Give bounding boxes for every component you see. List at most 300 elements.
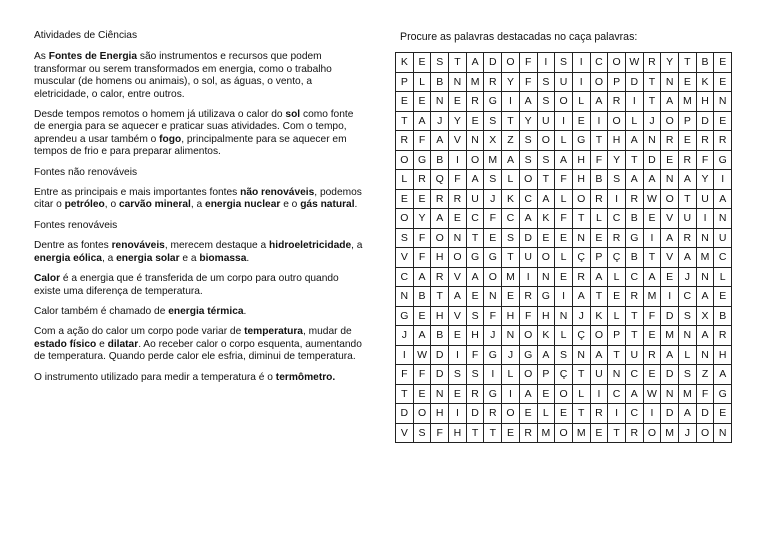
grid-cell: O: [431, 228, 449, 248]
grid-cell: I: [572, 72, 590, 92]
grid-cell: C: [608, 209, 626, 229]
text-run: .: [246, 252, 250, 264]
text-column: [34, 30, 364, 392]
grid-cell: R: [484, 72, 502, 92]
grid-cell: A: [643, 267, 661, 287]
grid-cell: T: [679, 189, 697, 209]
grid-cell: G: [396, 306, 414, 326]
grid-cell: X: [696, 306, 714, 326]
grid-cell: A: [661, 92, 679, 112]
grid-cell: E: [413, 53, 431, 73]
grid-cell: S: [537, 72, 555, 92]
grid-cell: S: [502, 228, 520, 248]
text-run: e: [96, 338, 108, 350]
grid-row: [396, 150, 732, 170]
grid-cell: T: [572, 209, 590, 229]
text-run: , a: [351, 240, 363, 252]
grid-cell: I: [396, 345, 414, 365]
grid-cell: T: [572, 404, 590, 424]
paragraph: [34, 51, 364, 101]
grid-cell: M: [643, 287, 661, 307]
grid-cell: D: [519, 228, 537, 248]
grid-cell: R: [519, 423, 537, 443]
grid-cell: J: [502, 345, 520, 365]
grid-cell: E: [413, 92, 431, 112]
grid-cell: A: [537, 345, 555, 365]
grid-cell: O: [590, 326, 608, 346]
highlighted-term: renováveis: [111, 240, 165, 252]
grid-cell: J: [431, 111, 449, 131]
grid-cell: V: [449, 267, 467, 287]
text-run: Fontes não renováveis: [34, 166, 138, 178]
grid-cell: R: [396, 131, 414, 151]
grid-cell: D: [431, 345, 449, 365]
grid-cell: J: [484, 189, 502, 209]
grid-cell: U: [679, 209, 697, 229]
highlighted-term: hidroeletricidade: [269, 240, 352, 252]
grid-cell: D: [643, 150, 661, 170]
grid-cell: A: [714, 189, 732, 209]
grid-cell: S: [555, 345, 573, 365]
highlighted-term: dilatar: [107, 338, 139, 350]
grid-cell: H: [431, 404, 449, 424]
grid-cell: S: [413, 423, 431, 443]
grid-cell: L: [555, 189, 573, 209]
grid-cell: R: [590, 404, 608, 424]
grid-cell: V: [661, 209, 679, 229]
grid-cell: I: [608, 404, 626, 424]
text-run: .: [243, 305, 247, 317]
grid-cell: T: [590, 287, 608, 307]
grid-cell: F: [413, 365, 431, 385]
highlighted-term: temperatura: [244, 326, 303, 338]
grid-cell: M: [679, 92, 697, 112]
grid-cell: I: [643, 404, 661, 424]
text-run: , principalmente para se aquecer em tempos de frio e para preparar alimentos.: [34, 133, 347, 158]
grid-cell: R: [413, 170, 431, 190]
text-run: Dentre as fontes: [34, 240, 112, 252]
grid-cell: O: [519, 170, 537, 190]
grid-cell: R: [466, 384, 484, 404]
grid-cell: L: [537, 404, 555, 424]
grid-cell: M: [572, 423, 590, 443]
grid-cell: O: [643, 423, 661, 443]
grid-cell: E: [519, 404, 537, 424]
grid-cell: Ç: [608, 248, 626, 268]
paragraph: [34, 326, 364, 363]
grid-cell: U: [714, 228, 732, 248]
grid-cell: K: [537, 209, 555, 229]
grid-cell: F: [413, 248, 431, 268]
grid-cell: L: [413, 72, 431, 92]
grid-cell: B: [625, 209, 643, 229]
grid-cell: T: [590, 131, 608, 151]
grid-cell: I: [449, 404, 467, 424]
grid-row: [396, 287, 732, 307]
grid-cell: U: [625, 345, 643, 365]
grid-cell: A: [625, 170, 643, 190]
grid-cell: H: [714, 345, 732, 365]
grid-cell: R: [572, 267, 590, 287]
grid-cell: O: [661, 111, 679, 131]
grid-row: [396, 228, 732, 248]
grid-cell: F: [484, 209, 502, 229]
text-run: é a energia que é transferida de um corpo para outro quando existe uma diferença de temperatura.: [34, 273, 339, 297]
grid-cell: E: [643, 326, 661, 346]
grid-cell: E: [643, 209, 661, 229]
grid-cell: O: [396, 150, 414, 170]
grid-cell: A: [519, 92, 537, 112]
grid-cell: F: [519, 53, 537, 73]
grid-cell: E: [396, 189, 414, 209]
grid-cell: S: [537, 92, 555, 112]
grid-cell: R: [625, 423, 643, 443]
text-run: .: [354, 199, 358, 211]
grid-cell: E: [537, 384, 555, 404]
grid-cell: Ç: [555, 365, 573, 385]
grid-cell: K: [396, 53, 414, 73]
text-run: , merecem destaque a: [164, 240, 270, 252]
grid-cell: U: [555, 72, 573, 92]
grid-cell: I: [449, 345, 467, 365]
paragraphs: [34, 51, 364, 384]
text-run: , mudar de: [302, 326, 352, 338]
grid-cell: N: [696, 345, 714, 365]
grid-cell: H: [537, 306, 555, 326]
grid-cell: N: [661, 72, 679, 92]
grid-cell: L: [714, 267, 732, 287]
grid-cell: I: [590, 384, 608, 404]
grid-cell: W: [643, 384, 661, 404]
grid-row: [396, 326, 732, 346]
grid-cell: K: [590, 306, 608, 326]
grid-cell: B: [696, 53, 714, 73]
grid-cell: P: [608, 72, 626, 92]
grid-cell: N: [449, 228, 467, 248]
grid-cell: C: [466, 209, 484, 229]
grid-cell: J: [679, 423, 697, 443]
grid-cell: C: [590, 53, 608, 73]
text-run: , podemos citar o: [34, 187, 362, 211]
highlighted-term: Calor: [34, 273, 61, 285]
grid-cell: A: [661, 228, 679, 248]
grid-cell: G: [484, 92, 502, 112]
grid-row: [396, 267, 732, 287]
grid-cell: T: [466, 228, 484, 248]
grid-cell: T: [679, 53, 697, 73]
grid-cell: C: [396, 267, 414, 287]
grid-cell: T: [502, 111, 520, 131]
grid-cell: J: [643, 111, 661, 131]
grid-cell: R: [519, 287, 537, 307]
highlighted-term: termômetro.: [275, 371, 336, 383]
highlighted-term: sol: [285, 109, 301, 121]
grid-cell: N: [449, 72, 467, 92]
grid-cell: F: [484, 306, 502, 326]
grid-cell: G: [714, 384, 732, 404]
grid-cell: F: [590, 150, 608, 170]
grid-cell: F: [413, 131, 431, 151]
grid-cell: R: [431, 267, 449, 287]
grid-cell: I: [696, 209, 714, 229]
grid-cell: B: [431, 150, 449, 170]
grid-cell: E: [661, 150, 679, 170]
grid-cell: E: [555, 228, 573, 248]
grid-cell: L: [555, 131, 573, 151]
highlighted-term: gás natural: [300, 199, 355, 211]
grid-cell: G: [466, 248, 484, 268]
grid-cell: I: [484, 365, 502, 385]
grid-cell: A: [555, 150, 573, 170]
grid-cell: O: [590, 72, 608, 92]
grid-cell: U: [466, 189, 484, 209]
grid-cell: F: [555, 170, 573, 190]
grid-cell: E: [714, 53, 732, 73]
grid-cell: S: [537, 150, 555, 170]
grid-cell: T: [431, 287, 449, 307]
grid-cell: S: [431, 53, 449, 73]
grid-cell: T: [396, 111, 414, 131]
grid-cell: E: [679, 72, 697, 92]
grid-cell: O: [608, 53, 626, 73]
grid-cell: T: [608, 423, 626, 443]
grid-cell: O: [555, 423, 573, 443]
grid-cell: N: [714, 92, 732, 112]
text-run: como fonte de energia para se aquecer e praticar suas atividades. Com o tempo, aprendeu a usar também o: [34, 109, 354, 145]
grid-cell: O: [555, 384, 573, 404]
grid-cell: H: [572, 170, 590, 190]
grid-cell: T: [608, 345, 626, 365]
grid-cell: S: [519, 131, 537, 151]
grid-cell: R: [608, 228, 626, 248]
grid-cell: D: [661, 365, 679, 385]
grid-cell: E: [396, 92, 414, 112]
grid-cell: H: [449, 423, 467, 443]
grid-cell: R: [696, 131, 714, 151]
grid-cell: R: [449, 189, 467, 209]
page-title: Atividades de Ciências: [34, 30, 138, 41]
grid-cell: F: [413, 228, 431, 248]
paragraph: [34, 240, 364, 265]
grid-cell: O: [696, 423, 714, 443]
grid-cell: N: [714, 209, 732, 229]
grid-cell: Ç: [572, 248, 590, 268]
grid-cell: T: [572, 365, 590, 385]
grid-cell: L: [502, 170, 520, 190]
grid-cell: E: [608, 287, 626, 307]
grid-cell: A: [625, 131, 643, 151]
grid-cell: E: [413, 189, 431, 209]
grid-cell: A: [643, 170, 661, 190]
grid-cell: T: [643, 92, 661, 112]
grid-cell: E: [502, 287, 520, 307]
grid-cell: R: [608, 92, 626, 112]
grid-cell: R: [714, 131, 732, 151]
highlighted-term: fogo: [159, 133, 182, 145]
grid-cell: O: [413, 404, 431, 424]
grid-cell: A: [431, 131, 449, 151]
paragraph: [34, 306, 364, 318]
grid-cell: E: [537, 228, 555, 248]
grid-cell: K: [502, 189, 520, 209]
grid-cell: X: [484, 131, 502, 151]
grid-cell: S: [608, 170, 626, 190]
grid-cell: I: [555, 111, 573, 131]
grid-cell: G: [413, 150, 431, 170]
grid-cell: C: [625, 365, 643, 385]
grid-cell: O: [396, 209, 414, 229]
grid-cell: O: [449, 248, 467, 268]
highlighted-term: Fontes de Energia: [48, 51, 138, 63]
grid-cell: O: [502, 53, 520, 73]
grid-cell: N: [696, 228, 714, 248]
grid-row: [396, 345, 732, 365]
grid-cell: D: [431, 365, 449, 385]
grid-cell: A: [537, 189, 555, 209]
grid-cell: L: [396, 170, 414, 190]
grid-cell: P: [590, 248, 608, 268]
grid-cell: S: [466, 365, 484, 385]
grid-cell: R: [643, 53, 661, 73]
grid-cell: T: [449, 53, 467, 73]
grid-cell: O: [537, 131, 555, 151]
grid-row: [396, 131, 732, 151]
grid-cell: A: [590, 345, 608, 365]
grid-cell: E: [449, 209, 467, 229]
grid-cell: I: [537, 53, 555, 73]
paragraph: [34, 167, 364, 179]
highlighted-term: energia térmica: [168, 305, 244, 317]
grid-cell: A: [679, 248, 697, 268]
grid-cell: N: [431, 384, 449, 404]
grid-cell: O: [537, 248, 555, 268]
grid-cell: R: [590, 189, 608, 209]
grid-cell: A: [502, 150, 520, 170]
grid-cell: O: [608, 111, 626, 131]
grid-cell: B: [413, 287, 431, 307]
highlighted-term: estado físico: [34, 338, 97, 350]
grid-cell: E: [484, 228, 502, 248]
grid-cell: R: [625, 189, 643, 209]
grid-cell: H: [572, 150, 590, 170]
grid-cell: F: [643, 306, 661, 326]
grid-cell: E: [643, 365, 661, 385]
grid-cell: N: [608, 365, 626, 385]
grid-cell: L: [608, 306, 626, 326]
grid-row: [396, 209, 732, 229]
grid-cell: I: [502, 384, 520, 404]
grid-row: [396, 423, 732, 443]
grid-cell: Ç: [572, 326, 590, 346]
grid-cell: N: [537, 267, 555, 287]
grid-cell: U: [590, 365, 608, 385]
grid-cell: N: [431, 92, 449, 112]
grid-cell: L: [502, 365, 520, 385]
grid-cell: A: [466, 267, 484, 287]
text-run: e o: [280, 199, 301, 211]
grid-cell: G: [572, 131, 590, 151]
grid-cell: P: [679, 111, 697, 131]
grid-cell: N: [696, 267, 714, 287]
grid-cell: A: [413, 326, 431, 346]
grid-cell: F: [519, 306, 537, 326]
grid-cell: A: [519, 209, 537, 229]
text-run: Desde tempos remotos o homem já utilizava o calor do: [34, 109, 286, 121]
grid-cell: L: [590, 209, 608, 229]
grid-cell: V: [396, 248, 414, 268]
grid-cell: A: [661, 345, 679, 365]
grid-row: [396, 306, 732, 326]
grid-cell: Z: [502, 131, 520, 151]
grid-cell: V: [661, 248, 679, 268]
grid-cell: V: [449, 131, 467, 151]
grid-cell: A: [413, 111, 431, 131]
grid-row: [396, 111, 732, 131]
grid-cell: F: [431, 423, 449, 443]
grid-cell: M: [661, 326, 679, 346]
highlighted-term: carvão mineral: [118, 199, 191, 211]
highlighted-term: energia nuclear: [205, 199, 281, 211]
paragraph: [34, 220, 364, 232]
grid-cell: W: [625, 53, 643, 73]
grid-cell: Y: [449, 111, 467, 131]
grid-cell: N: [466, 131, 484, 151]
grid-cell: K: [537, 326, 555, 346]
grid-cell: R: [484, 404, 502, 424]
paragraph: [34, 187, 364, 212]
grid-cell: I: [519, 267, 537, 287]
grid-cell: Y: [696, 170, 714, 190]
grid-cell: F: [449, 170, 467, 190]
grid-cell: G: [484, 345, 502, 365]
grid-cell: O: [519, 326, 537, 346]
grid-cell: B: [625, 248, 643, 268]
grid-cell: N: [572, 345, 590, 365]
grid-cell: U: [519, 248, 537, 268]
highlighted-term: energia solar: [116, 252, 180, 264]
text-run: As: [34, 51, 49, 63]
grid-cell: N: [661, 170, 679, 190]
grid-cell: M: [484, 150, 502, 170]
grid-cell: E: [449, 384, 467, 404]
grid-row: [396, 53, 732, 73]
grid-cell: S: [466, 306, 484, 326]
text-run: Calor também é chamado de: [34, 305, 169, 317]
grid-cell: Y: [661, 53, 679, 73]
highlighted-term: não renováveis: [240, 187, 315, 199]
paragraph: [34, 372, 364, 384]
grid-cell: S: [484, 111, 502, 131]
grid-cell: G: [519, 345, 537, 365]
grid-cell: C: [502, 209, 520, 229]
grid-cell: L: [555, 326, 573, 346]
text-run: . Ao receber calor o corpo esquenta, aumentando de temperatura. Quando perde calor ele esfria, diminui de temperatura.: [34, 338, 362, 363]
grid-cell: R: [661, 131, 679, 151]
grid-cell: T: [502, 248, 520, 268]
grid-cell: A: [449, 287, 467, 307]
grid-cell: I: [625, 92, 643, 112]
grid-cell: B: [431, 326, 449, 346]
grid-cell: O: [466, 150, 484, 170]
grid-cell: C: [519, 189, 537, 209]
grid-cell: A: [572, 287, 590, 307]
grid-cell: R: [679, 150, 697, 170]
grid-cell: S: [396, 228, 414, 248]
grid-cell: A: [413, 267, 431, 287]
grid-cell: L: [572, 92, 590, 112]
grid-cell: D: [696, 111, 714, 131]
wordsearch-instruction: Procure as palavras destacadas no caça palavras:: [400, 31, 638, 43]
